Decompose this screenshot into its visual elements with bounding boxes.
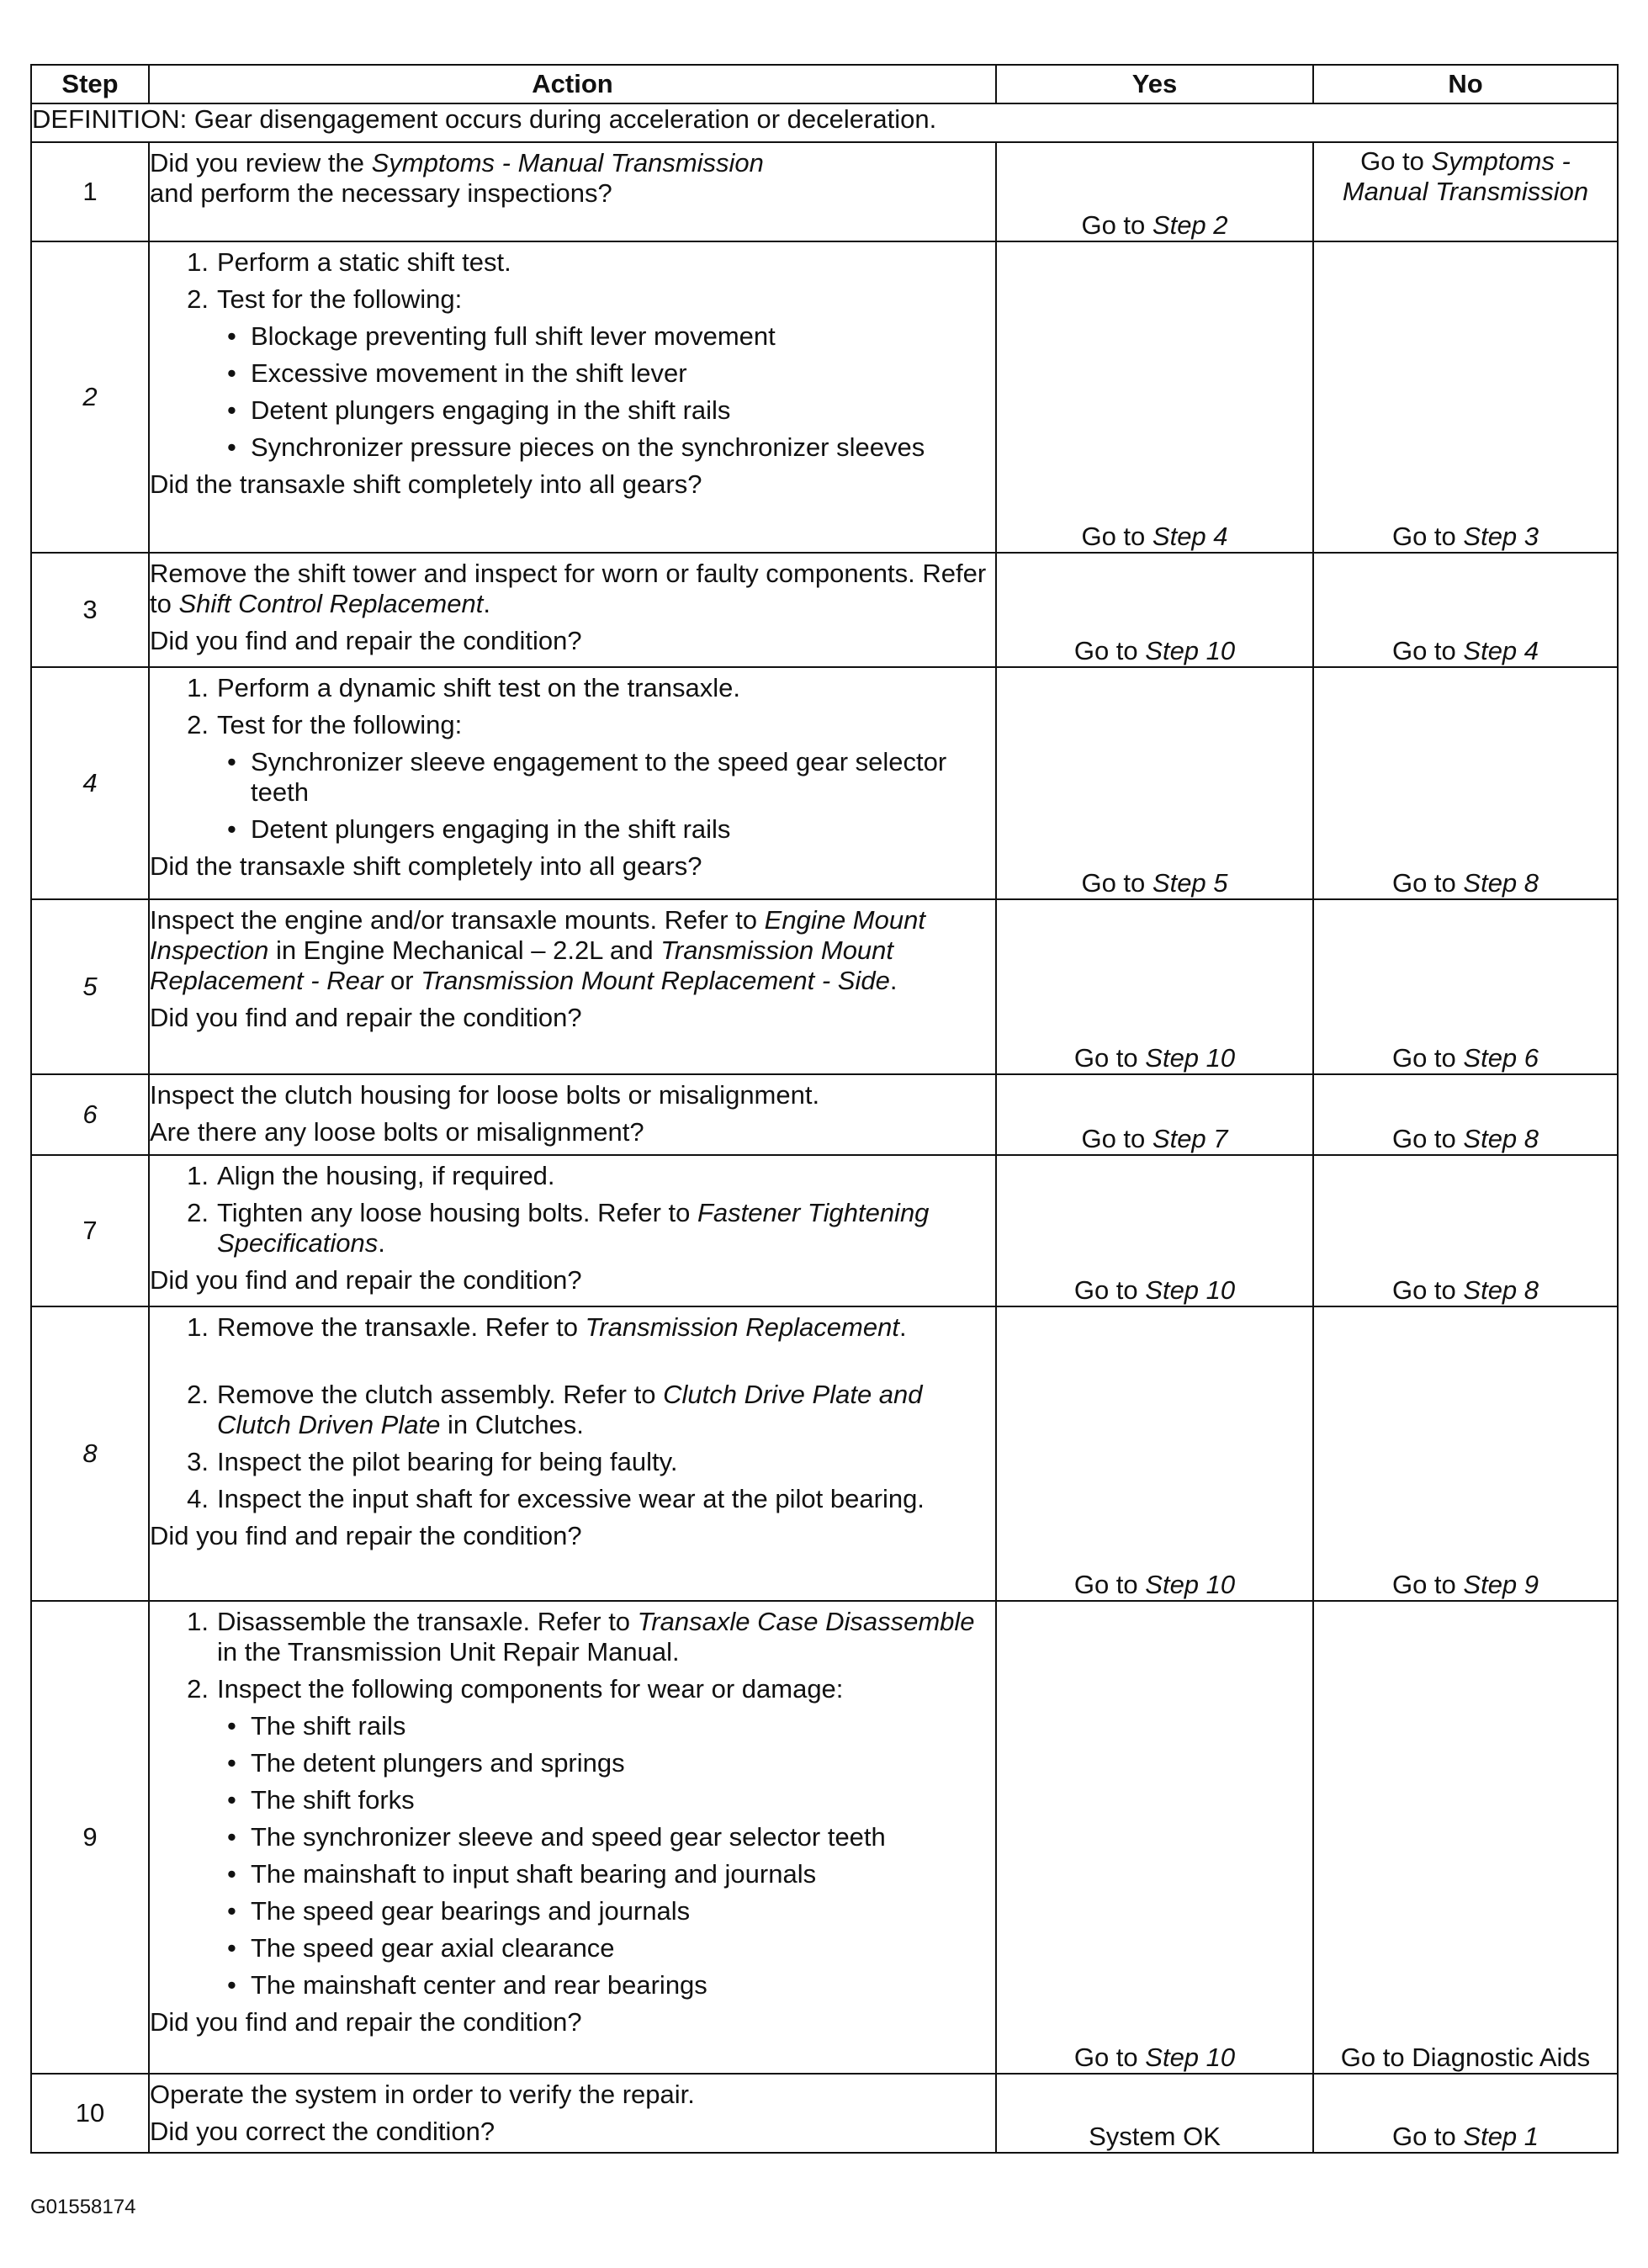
yes-cell: Go to Step 4 (996, 241, 1313, 553)
numbered-item: 1. Align the housing, if required. (187, 1161, 555, 1190)
yes-cell: Go to Step 10 (996, 1601, 1313, 2074)
action-text: Inspect the engine and/or transaxle mounts. Refer to Engine Mount Inspection in Engine Mechanical – 2.2L and Transmission Mount Replacement - Rear or Transmission Mount Replacement - Side. (150, 905, 925, 995)
yes-cell: Go to Step 2 (996, 142, 1313, 241)
step-number: 5 (31, 899, 149, 1074)
step-number: 3 (31, 553, 149, 667)
numbered-item: 1. Perform a static shift test. (187, 247, 511, 277)
step-row-3 (31, 553, 1618, 667)
bullet-item: • The speed gear axial clearance (227, 1933, 615, 1963)
bullet-item: • Synchronizer sleeve engagement to the speed gear selector teeth (227, 747, 947, 807)
step-row-5 (31, 899, 1618, 1074)
numbered-item: 1. Remove the transaxle. Refer to Transmission Replacement. (187, 1312, 907, 1342)
header-row (31, 65, 1618, 103)
step-number: 2 (31, 241, 149, 553)
numbered-item: 2. Test for the following: (187, 710, 463, 739)
no-cell: Go to Step 8 (1313, 667, 1618, 899)
numbered-item: 1. Disassemble the transaxle. Refer to Transaxle Case Disassemble in the Transmission Unit Repair Manual. (187, 1607, 975, 1667)
action-text: Did you review the Symptoms - Manual Transmission and perform the necessary inspections? (150, 148, 764, 208)
question-text: Did the transaxle shift completely into all gears? (150, 851, 702, 881)
action-cell (149, 1155, 996, 1306)
question-text: Did the transaxle shift completely into all gears? (150, 469, 702, 499)
step-row-9 (31, 1601, 1618, 2074)
diagnostic-table-container (30, 64, 1617, 2154)
definition-row (31, 103, 1618, 142)
no-cell: Go to Step 9 (1313, 1306, 1618, 1601)
numbered-item: 4. Inspect the input shaft for excessive wear at the pilot bearing. (187, 1484, 925, 1513)
action-cell (149, 1306, 996, 1601)
bullet-item: • The mainshaft center and rear bearings (227, 1970, 707, 2000)
no-cell: Go to Step 8 (1313, 1074, 1618, 1155)
bullet-item: • The synchronizer sleeve and speed gear selector teeth (227, 1822, 886, 1852)
definition-text: DEFINITION: Gear disengagement occurs during acceleration or deceleration. (31, 103, 1618, 142)
action-text: Operate the system in order to verify the repair. (150, 2080, 695, 2109)
question-text: Did you find and repair the condition? (150, 626, 582, 655)
header-no: No (1313, 65, 1618, 103)
no-cell: Go to Step 4 (1313, 553, 1618, 667)
action-cell (149, 899, 996, 1074)
bullet-item: • The mainshaft to input shaft bearing and journals (227, 1859, 817, 1889)
step-row-8 (31, 1306, 1618, 1601)
bullet-item: • The speed gear bearings and journals (227, 1896, 691, 1926)
bullet-item: • The shift rails (227, 1711, 406, 1741)
bullet-item: • The shift forks (227, 1785, 415, 1815)
yes-cell: Go to Step 10 (996, 899, 1313, 1074)
step-number: 8 (31, 1306, 149, 1601)
action-cell (149, 241, 996, 553)
no-cell: Go to Step 1 (1313, 2074, 1618, 2153)
step-number: 9 (31, 1601, 149, 2074)
action-cell (149, 2074, 996, 2153)
action-cell (149, 1601, 996, 2074)
action-text: Inspect the clutch housing for loose bolts or misalignment. (150, 1080, 820, 1110)
question-text: Did you find and repair the condition? (150, 1003, 582, 1032)
step-row-6 (31, 1074, 1618, 1155)
yes-cell: Go to Step 5 (996, 667, 1313, 899)
yes-cell: Go to Step 7 (996, 1074, 1313, 1155)
diagnostic-table (30, 64, 1619, 2154)
action-cell (149, 142, 996, 241)
no-cell: Go to Step 8 (1313, 1155, 1618, 1306)
action-cell (149, 667, 996, 899)
numbered-item: 2. Test for the following: (187, 284, 463, 314)
numbered-item: 3. Inspect the pilot bearing for being faulty. (187, 1447, 678, 1476)
spacer (150, 1344, 995, 1375)
yes-cell: Go to Step 10 (996, 553, 1313, 667)
bullet-item: • Synchronizer pressure pieces on the synchronizer sleeves (227, 432, 925, 462)
step-row-4 (31, 667, 1618, 899)
step-number: 10 (31, 2074, 149, 2153)
bullet-item: • Excessive movement in the shift lever (227, 358, 687, 388)
question-text: Did you find and repair the condition? (150, 1521, 582, 1550)
question-text: Did you find and repair the condition? (150, 1265, 582, 1295)
step-row-2 (31, 241, 1618, 553)
header-yes: Yes (996, 65, 1313, 103)
figure-id: G01558174 (30, 2196, 136, 2218)
bullet-item: • The detent plungers and springs (227, 1748, 625, 1778)
header-action: Action (149, 65, 996, 103)
header-step: Step (31, 65, 149, 103)
bullet-item: • Blockage preventing full shift lever movement (227, 321, 776, 351)
no-cell: Go to Diagnostic Aids (1313, 1601, 1618, 2074)
no-cell: Go to Step 3 (1313, 241, 1618, 553)
step-number: 7 (31, 1155, 149, 1306)
numbered-item: 2. Inspect the following components for wear or damage: (187, 1674, 844, 1704)
yes-cell: System OK (996, 2074, 1313, 2153)
step-number: 4 (31, 667, 149, 899)
step-row-7 (31, 1155, 1618, 1306)
yes-cell: Go to Step 10 (996, 1155, 1313, 1306)
question-text: Did you find and repair the condition? (150, 2007, 582, 2037)
action-cell (149, 553, 996, 667)
step-number: 1 (31, 142, 149, 241)
no-cell: Go to Symptoms - Manual Transmission (1313, 142, 1618, 241)
numbered-item: 2. Remove the clutch assembly. Refer to Clutch Drive Plate and Clutch Driven Plate in Clutches. (187, 1380, 923, 1439)
step-number: 6 (31, 1074, 149, 1155)
bullet-item: • Detent plungers engaging in the shift rails (227, 395, 731, 425)
yes-cell: Go to Step 10 (996, 1306, 1313, 1601)
step-row-1 (31, 142, 1618, 241)
action-cell (149, 1074, 996, 1155)
numbered-item: 1. Perform a dynamic shift test on the transaxle. (187, 673, 740, 702)
no-cell: Go to Step 6 (1313, 899, 1618, 1074)
step-row-10 (31, 2074, 1618, 2153)
question-text: Are there any loose bolts or misalignment? (150, 1117, 644, 1147)
bullet-item: • Detent plungers engaging in the shift rails (227, 814, 731, 844)
action-text: Remove the shift tower and inspect for worn or faulty components. Refer to Shift Control Replacement. (150, 559, 987, 618)
numbered-item: 2. Tighten any loose housing bolts. Refer to Fastener Tightening Specifications. (187, 1198, 930, 1258)
question-text: Did you correct the condition? (150, 2117, 495, 2146)
